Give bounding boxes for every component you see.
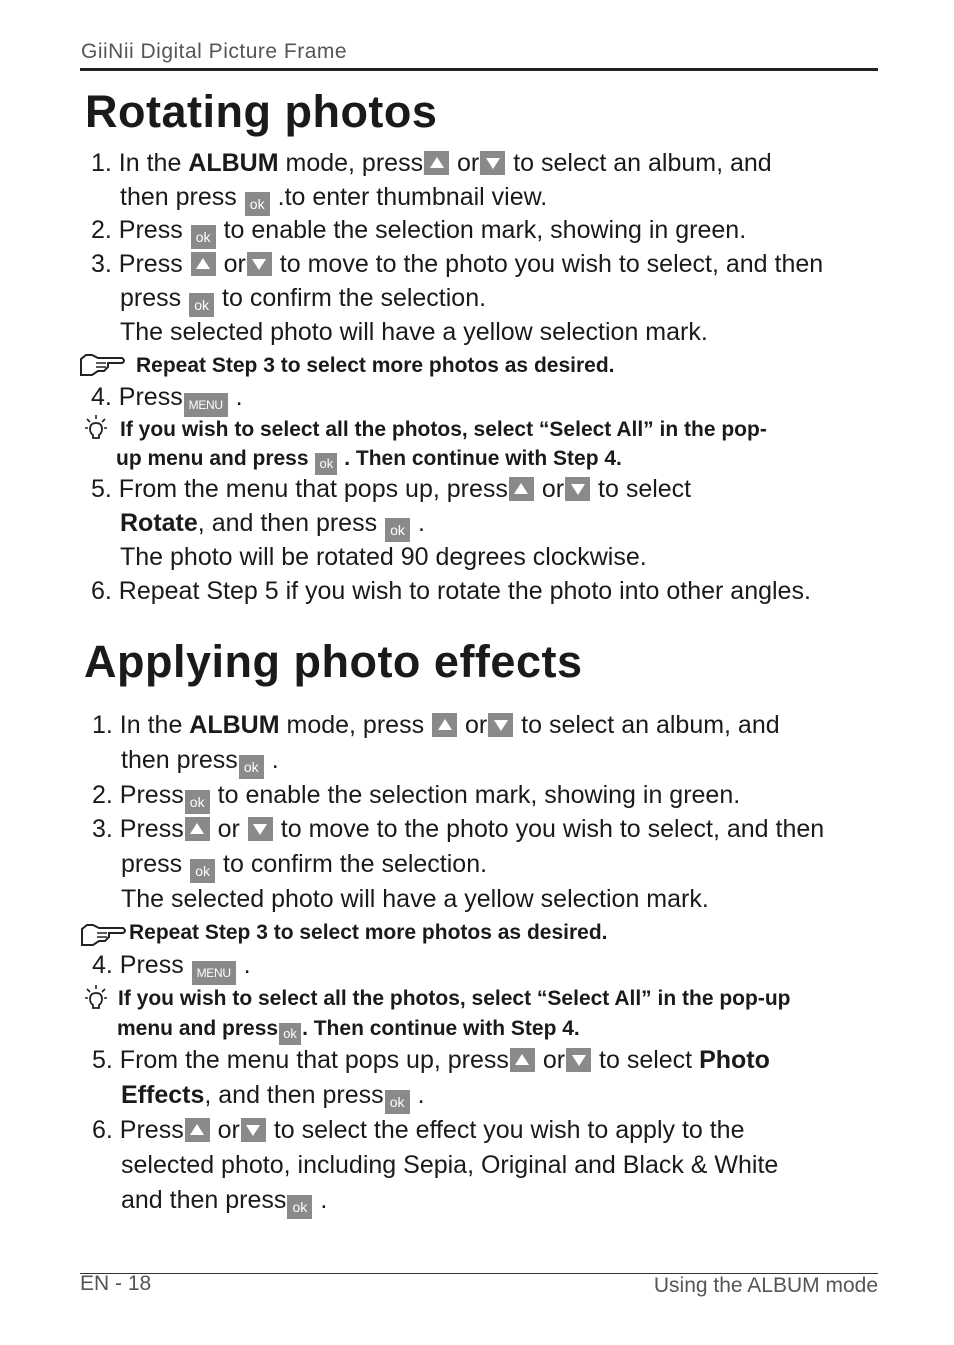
text: press [120,284,189,312]
text: or [216,250,246,278]
effects-step-3-result: The selected photo will have a yellow selection mark. [121,885,709,913]
text: to confirm the selection. [215,284,487,312]
effects-step-5 [92,1046,770,1075]
text: . [264,746,279,774]
text: press [121,850,190,878]
down-arrow-icon [488,713,513,737]
ok-button-icon: ok [245,192,270,216]
effects-label: Effects [121,1081,205,1109]
effects-note-repeat: Repeat Step 3 to select more photos as desired. [129,921,608,944]
text: . Then continue with Step 4. [338,447,622,470]
text: or [535,1046,566,1074]
pointing-hand-icon [78,351,128,378]
ok-button-icon: ok [185,790,210,814]
text: to select [591,475,692,503]
menu-button-icon: MENU [184,393,228,417]
text: or [210,1116,240,1144]
text: . Then continue with Step 4. [302,1017,580,1040]
effects-step-2 [92,781,740,814]
album-label: ALBUM [189,711,280,739]
ok-button-icon: ok [190,859,215,883]
effects-step-6-cont: selected photo, including Sepia, Original and Black & White [121,1151,779,1179]
text: or [458,711,488,739]
text: . [313,1186,328,1214]
rotating-step-1-cont [120,183,547,216]
text: . [411,509,425,537]
up-arrow-icon [509,477,534,501]
up-arrow-icon [510,1048,535,1072]
text: 1. In the [91,149,189,177]
ok-button-icon: ok [189,293,214,317]
up-arrow-icon [432,713,457,737]
text: 3. Press [92,815,184,843]
ok-button-icon: ok [239,755,264,779]
text: to move to the photo you wish to select, and then [273,815,825,843]
rotating-step-5 [91,475,691,504]
text: or [450,149,480,177]
rotating-step-3-cont [120,284,486,317]
effects-step-3 [92,815,824,844]
up-arrow-icon [424,151,449,175]
rotating-step-2 [91,216,746,249]
footer-section-title: Using the ALBUM mode [653,1274,878,1297]
header-divider [80,68,878,71]
text: 4. Press [92,951,191,979]
text: to select the effect you wish to apply to the [266,1116,745,1144]
down-arrow-icon [247,252,272,276]
text: . [410,1081,425,1109]
page-number: EN - 18 [80,1272,152,1295]
rotating-tip-line-1: If you wish to select all the photos, select “Select All” in the pop- [120,418,767,441]
ok-button-icon: ok [191,225,216,249]
text: to select an album, and [506,149,772,177]
text: mode, press [278,149,424,177]
rotating-step-3-result: The selected photo will have a yellow selection mark. [120,318,708,346]
effects-step-6 [92,1116,745,1145]
text: or [534,475,565,503]
text: 3. Press [91,250,190,278]
ok-button-icon: ok [385,518,410,542]
text: up menu and press [116,447,315,470]
document-header: GiiNii Digital Picture Frame [81,40,348,63]
down-arrow-icon [566,1048,591,1072]
text: 1. In the [92,711,190,739]
rotating-step-6: 6. Repeat Step 5 if you wish to rotate the photo into other angles. [91,577,811,605]
effects-tip-line-2 [117,1017,580,1045]
text: to select an album, and [514,711,780,739]
text: then press [121,746,238,774]
lightbulb-icon [84,414,108,442]
effects-step-6-end [121,1186,327,1219]
section-title-rotating: Rotating photos [85,86,438,137]
ok-button-icon: ok [385,1090,410,1114]
rotating-step-3 [91,250,823,279]
text: to confirm the selection. [216,850,488,878]
menu-button-icon: MENU [192,961,236,985]
rotating-step-5-cont [120,509,425,542]
text: .to enter thumbnail view. [270,183,548,211]
effects-step-1-cont [121,746,279,779]
text: . [228,383,243,411]
pointing-hand-icon [79,921,129,948]
text: to enable the selection mark, showing in green. [216,216,747,244]
effects-step-5-cont [121,1081,425,1114]
effects-step-4 [92,951,251,985]
ok-button-icon: ok [279,1023,301,1045]
text: 6. Press [92,1116,184,1144]
album-label: ALBUM [188,149,279,177]
text: or [210,815,247,843]
text: and then press [121,1186,287,1214]
effects-step-3-cont [121,850,487,883]
text: 5. From the menu that pops up, press [92,1046,509,1074]
rotating-note-repeat: Repeat Step 3 to select more photos as desired. [136,354,615,377]
section-title-effects: Applying photo effects [84,636,583,687]
rotating-tip-line-2 [116,447,622,475]
up-arrow-icon [191,252,216,276]
up-arrow-icon [185,1118,210,1142]
text: 2. Press [92,781,184,809]
ok-button-icon: ok [315,453,337,475]
down-arrow-icon [241,1118,266,1142]
text: then press [120,183,244,211]
rotating-step-1 [91,149,772,178]
rotating-step-5-result: The photo will be rotated 90 degrees clockwise. [120,543,647,571]
lightbulb-icon [84,984,108,1012]
text: to enable the selection mark, showing in green. [210,781,741,809]
text: menu and press [117,1017,279,1040]
down-arrow-icon [480,151,505,175]
rotating-step-4 [91,383,243,417]
text: 4. Press [91,383,183,411]
text: mode, press [279,711,432,739]
text: . [236,951,251,979]
down-arrow-icon [565,477,590,501]
text: , and then press [204,1081,384,1109]
rotate-label: Rotate [120,509,198,537]
text: 5. From the menu that pops up, press [91,475,508,503]
text: to move to the photo you wish to select, and then [272,250,824,278]
down-arrow-icon [248,817,273,841]
effects-step-1 [92,711,780,740]
effects-tip-line-1: If you wish to select all the photos, select “Select All” in the pop-up [118,987,791,1010]
text: to select [592,1046,700,1074]
ok-button-icon: ok [287,1195,312,1219]
text: , and then press [197,509,385,537]
text: 2. Press [91,216,190,244]
photo-label: Photo [699,1046,770,1074]
up-arrow-icon [185,817,210,841]
